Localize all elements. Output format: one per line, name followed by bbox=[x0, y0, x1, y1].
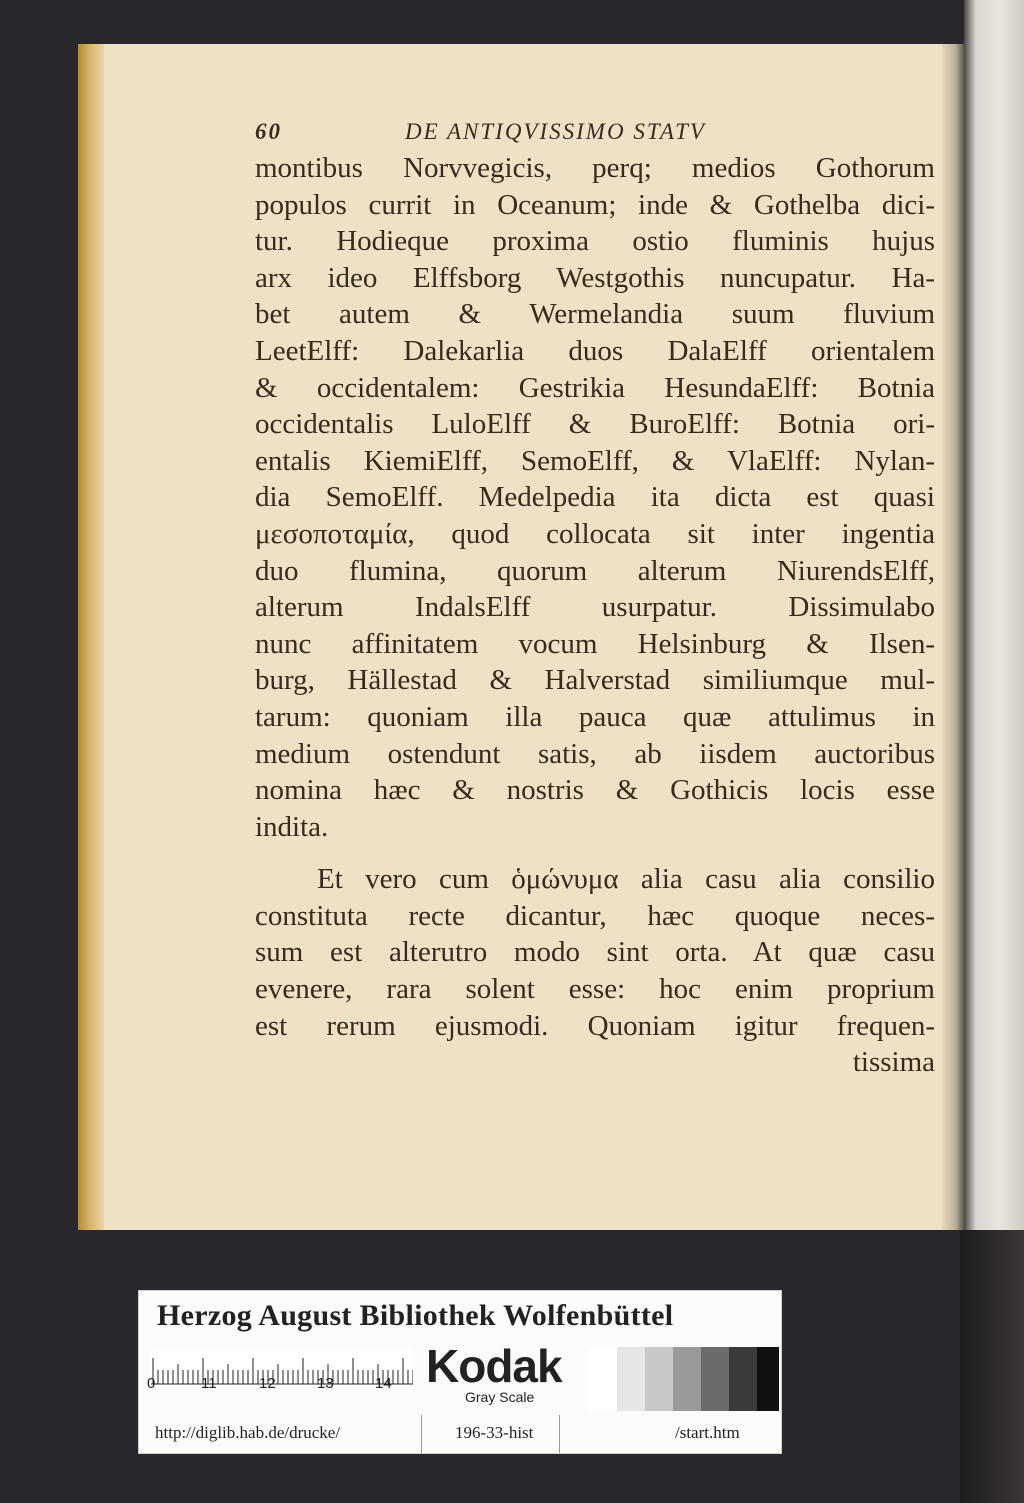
ruler-number: 14 bbox=[375, 1375, 392, 1392]
text-line: bet autem & Wermelandia suum fluvium bbox=[255, 298, 935, 331]
page-edge bbox=[78, 44, 104, 1230]
text-line: nunc affinitatem vocum Helsinburg & Ilsen- bbox=[255, 627, 935, 660]
shelfmark-id: 196-33-hist bbox=[455, 1423, 534, 1442]
kodak-logo: Kodak bbox=[426, 1340, 562, 1392]
text-line: burg, Hällestad & Halverstad similiumque mul- bbox=[255, 664, 935, 697]
ruler-number: 13 bbox=[317, 1375, 334, 1392]
page-number: 60 bbox=[255, 118, 282, 144]
ruler-number: 12 bbox=[259, 1375, 276, 1392]
scan-background bbox=[0, 0, 78, 1503]
gray-swatch bbox=[673, 1347, 701, 1411]
text-line: medium ostendunt satis, ab iisdem auctoribus bbox=[255, 737, 935, 770]
running-title: DE ANTIQVISSIMO STATV bbox=[405, 118, 706, 144]
digital-library-url: http://diglib.hab.de/drucke/ bbox=[155, 1423, 341, 1442]
text-line: occidentalis LuloElff & BuroElff: Botnia ori- bbox=[255, 408, 935, 441]
ruler-scale bbox=[151, 1341, 413, 1393]
ruler-number: 0 bbox=[147, 1375, 156, 1392]
gray-scale-label: Gray Scale bbox=[465, 1389, 535, 1405]
start-page-link: /start.htm bbox=[675, 1423, 740, 1442]
text-line: duo flumina, quorum alterum NiurendsElff, bbox=[255, 554, 935, 587]
running-header bbox=[255, 114, 935, 150]
archive-label bbox=[138, 1290, 782, 1454]
text-line: arx ideo Elffsborg Westgothis nuncupatur. Ha- bbox=[255, 261, 935, 294]
gray-swatch bbox=[645, 1347, 673, 1411]
library-name: Herzog August Bibliothek Wolfenbüttel bbox=[157, 1299, 674, 1332]
text-line: μεσοποταμία, quod collocata sit inter ingentia bbox=[255, 517, 935, 550]
text-line: indita. bbox=[255, 810, 329, 843]
text-line: constituta recte dicantur, hæc quoque neces- bbox=[255, 899, 935, 932]
page-text bbox=[255, 114, 935, 1081]
gray-swatch bbox=[729, 1347, 757, 1411]
gray-swatch bbox=[589, 1347, 617, 1411]
paragraph-2 bbox=[255, 861, 935, 1081]
text-line: sum est alterutro modo sint orta. At quæ casu bbox=[255, 936, 935, 969]
text-line: montibus Norvvegicis, perq; medios Gothorum bbox=[255, 152, 935, 184]
text-line: LeetElff: Dalekarlia duos DalaElff orientalem bbox=[255, 334, 935, 367]
text-line: tarum: quoniam illa pauca quæ attulimus in bbox=[255, 700, 935, 733]
gray-scale-swatches bbox=[589, 1347, 779, 1411]
page-gutter bbox=[942, 44, 964, 1230]
text-line: Et vero cum ὁμώνυμα alia casu alia consilio bbox=[317, 863, 935, 896]
text-line: tur. Hodieque proxima ostio fluminis hujus bbox=[255, 225, 935, 258]
text-line: evenere, rara solent esse: hoc enim proprium bbox=[255, 973, 935, 1006]
adjacent-page-shadow bbox=[960, 1230, 1024, 1503]
text-line: & occidentalem: Gestrikia HesundaElff: Botnia bbox=[255, 371, 935, 404]
paragraph-1 bbox=[255, 150, 935, 845]
ruler-number: 11 bbox=[201, 1375, 217, 1392]
text-line: dia SemoElff. Medelpedia ita dicta est quasi bbox=[255, 481, 935, 514]
text-line: est rerum ejusmodi. Quoniam igitur frequen- bbox=[255, 1009, 935, 1042]
text-line: entalis KiemiElff, SemoElff, & VlaElff: Nylan- bbox=[255, 444, 935, 477]
gray-swatch bbox=[757, 1347, 779, 1411]
text-line: populos currit in Oceanum; inde & Gothelba dici- bbox=[255, 188, 935, 221]
gray-swatch bbox=[617, 1347, 645, 1411]
gray-swatch bbox=[701, 1347, 729, 1411]
catchword: tissima bbox=[852, 1046, 935, 1079]
text-line: alterum IndalsElff usurpatur. Dissimulabo bbox=[255, 591, 935, 624]
text-line: nomina hæc & nostris & Gothicis locis esse bbox=[255, 774, 935, 807]
